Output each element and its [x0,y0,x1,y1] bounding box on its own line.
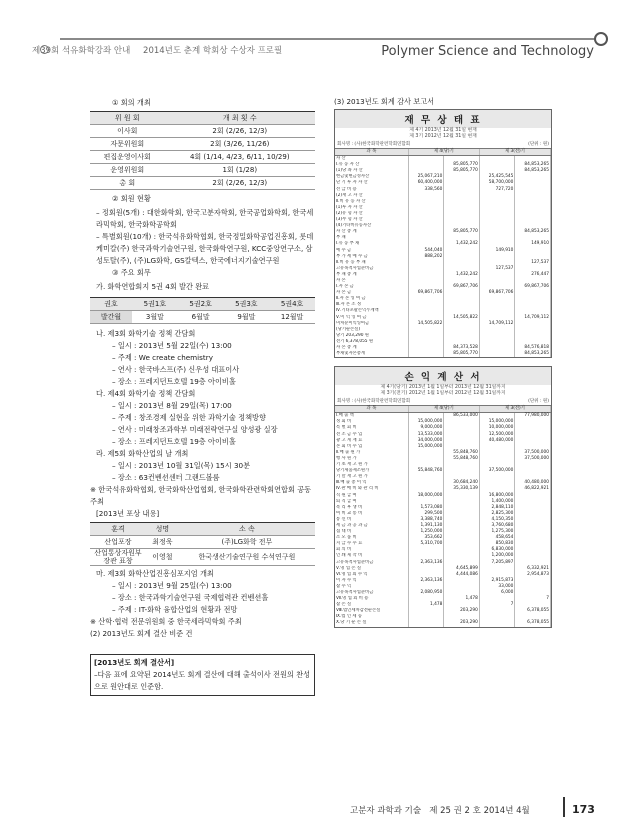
audit-report-heading: (3) 2013년도 회계 감사 보고서 [334,97,435,106]
table-cell: 149,910 [479,248,515,254]
table-cell: 34,000,000 [408,438,444,444]
table-cell: 299,500 [408,511,444,517]
table-cell: 6,830,000 [479,547,515,553]
table-cell: 고유목적사업준비금 [335,560,408,566]
table-cell: 84,853,265 [515,162,551,168]
table-cell: 통 신 비 [335,517,408,523]
list-item: – 장소 : 프레지던트호텔 19층 아이비홀 [112,377,236,386]
table-cell: 338,560 [408,187,444,193]
table-cell: 운영위원회 [90,164,165,177]
table-cell: 당기제품제조원가 [335,468,408,474]
settlement-title: [2013년도 회계 결산서] [94,658,175,667]
table-cell: Ⅱ.자 본 잉 여 금 [335,296,408,302]
bs-th-prior: 제 3(전)기 [479,149,550,156]
table-cell: 37,500,000 [515,456,551,462]
table-cell: 203,290 [444,608,480,614]
table-cell: 14,709,112 [515,315,551,321]
table-cell: 6,000 [479,590,515,596]
list-item: – 주제 : We create chemistry [112,353,213,362]
table-cell: 1,200,000 [479,553,515,559]
table-cell: 353,662 [408,535,444,541]
table-cell: 여 비 교 통 비 [335,511,408,517]
table-cell: 3월말 [132,311,178,324]
table-cell: 1,478 [408,602,444,608]
table-cell: 58,700,000 [479,180,515,186]
footer-divider [563,797,565,817]
table-cell: Ⅲ.자 본 조 정 [335,302,408,308]
table-cell: 40,480,000 [479,438,515,444]
left-column [90,97,315,696]
is-th-current: 제 4(당)기 [408,406,479,413]
table-cell: 1,432,242 [444,241,480,247]
table-cell: 7,205,897 [479,560,515,566]
table-row [335,351,551,357]
table-row [335,156,551,163]
table-cell: 인 쇄 제 작 비 [335,553,408,559]
table-cell: Ⅹ.당 기 순 손 실 [335,620,408,626]
table-cell: 37,500,000 [515,450,551,456]
table-cell: Ⅳ.기타포괄손익누계액 [335,308,408,314]
nav-link-award[interactable]: 2014년도 춘계 학회상 수상자 프로필 [143,46,283,56]
th-count: 개 최 횟 수 [165,112,315,125]
page-header [0,0,622,62]
table-cell: 1,391,130 [408,523,444,529]
is-meta [335,397,551,406]
table-cell: 85,805,770 [444,229,480,235]
table-cell: Ⅰ.유 동 자 산 [335,162,408,168]
table-cell: 85,805,770 [444,168,480,174]
table-cell: 12,500,000 [479,432,515,438]
table-cell: 850,830 [479,541,515,547]
table-row [335,413,551,420]
table-cell: 84,853,265 [515,168,551,174]
table-cell: 12월말 [269,311,315,324]
bs-meta [335,140,551,149]
table-cell: Ⅶ.영 업 외 비 용 [335,596,408,602]
table-cell: 고유목적사업준비금 [335,266,408,272]
table-cell: 69,867,706 [515,284,551,290]
table-cell: 14,505,822 [408,321,444,327]
table-cell: 지 급 수 수 료 [335,541,408,547]
note-joint-host: ※ 한국석유화학협회, 한국화학산업협회, 한국화학관련학회연합회 공동 주최 [90,485,312,506]
list-item: – 일시 : 2013년 8월 29일(목) 17:00 [112,401,232,410]
table-cell: 15,000,000 [479,419,515,425]
table-cell: 미처분이익잉여금 [335,321,408,327]
table-cell: 40,480,000 [515,480,551,486]
table-cell: Ⅰ.자 본 금 [335,284,408,290]
list-item: – 장소 : 한국과학기술연구원 국제협력관 컨벤션홀 [112,593,269,602]
table-cell: 회 의 비 [335,547,408,553]
section-meetings: ① 회의 개최 [112,98,151,107]
bs-table [335,149,551,357]
table-cell: 이 자 수 익 [335,578,408,584]
table-cell: 행 사 원 가 [335,456,408,462]
is-th-prior: 제 3(전)기 [479,406,550,413]
table-cell: 25,067,210 [408,174,444,180]
item-b: 나. 제3회 화학기술 정책 간담회 [96,329,196,338]
table-cell: 2회 (3/26, 11/26) [165,138,315,151]
table-cell: 5권2호 [178,298,224,311]
header-rule [60,38,608,40]
list-item: – 연사 : 미래창조과학부 미래전략연구실 양성광 실장 [112,425,278,434]
table-cell: 자 본 총 계 [335,345,408,351]
award-table [90,522,315,566]
table-cell: 잡 손 실 [335,602,408,608]
table-cell: Ⅱ.비 유 동 부 채 [335,260,408,266]
table-cell: Ⅱ.비 유 동 자 산 [335,199,408,205]
table-cell: 부채및자본총계 [335,351,408,357]
header-circle-right [594,32,608,46]
is-period-2: 제 3기(전기) 2012년 1월 1일부터 2012년 12월 31일까지 [380,391,506,397]
table-cell: 부 채 [335,235,408,241]
bs-title: 재 무 상 태 표 [335,110,551,128]
table-cell: Ⅰ.유 동 부 채 [335,241,408,247]
table-cell: 고유목적사업준비금 [335,590,408,596]
table-cell: 86,533,000 [444,413,480,420]
table-cell: 14,505,822 [444,315,480,321]
table-cell: 2,363,136 [408,560,444,566]
table-cell: 4,444,086 [444,572,480,578]
table-cell: 6월말 [178,311,224,324]
table-cell: 편집운영이사회 [90,151,165,164]
table-cell: 5,310,700 [408,541,444,547]
table-cell: 기 말 재 고 원 가 [335,474,408,480]
table-cell: 1,478 [444,596,480,602]
is-th-account: 과 목 [335,406,408,413]
journal-title: Polymer Science and Technology [381,44,594,59]
settlement-box [90,654,315,696]
table-cell [479,351,515,357]
footer-journal: 고분자 과학과 기술 [350,806,422,816]
table-cell: 예 수 금 [335,248,408,254]
table-cell: 25,425,545 [479,174,515,180]
balance-sheet [334,109,552,358]
table-cell: 14,709,112 [479,321,515,327]
table-cell: 권호 [90,298,132,311]
table-cell: 9,000,000 [408,425,444,431]
item-c: 다. 제4회 화학기술 정책 간담회 [96,389,196,398]
bs-unit: (단위 : 원) [528,142,549,147]
nav-link-course[interactable]: 제39회 석유화학강좌 안내 [32,46,131,56]
table-cell: 6,378,055 [515,608,551,614]
table-cell: 6,378,055 [515,620,551,626]
table-cell: Ⅲ.매 출 총 이 익 [335,480,408,486]
table-cell: 1,275,300 [479,529,515,535]
table-cell: 4,645,899 [444,566,480,572]
table-cell [408,156,444,163]
list-item: – 장소 : 프레지던트호텔 19층 아이비홀 [112,437,236,446]
table-cell: Ⅴ.이 익 잉 여 금 [335,315,408,321]
table-cell: 부 채 총 계 [335,272,408,278]
table-cell: 84,853,265 [515,229,551,235]
table-cell: (당기순손실) [335,327,408,333]
table-cell: 자 본 [335,278,408,284]
table-cell: 203,290 [444,620,480,626]
table-cell: 2회 (2/26, 12/3) [165,177,315,190]
table-cell: 18,000,000 [408,493,444,499]
table-cell: 46,822,921 [515,486,551,492]
is-unit: (단위 : 원) [528,399,549,405]
table-cell: 7 [515,596,551,602]
footer-citation [350,804,530,816]
table-cell: 자문위원회 [90,138,165,151]
table-cell: (2)유 형 자 산 [335,211,408,217]
table-cell: 자 산 [335,156,408,163]
table-cell: 84,373,528 [444,345,480,351]
table-cell: 2,825,300 [479,511,515,517]
table-row [335,620,551,626]
table-cell: 6,332,921 [515,566,551,572]
bs-th-current: 제 4(당)기 [408,149,479,156]
table-cell: 69,867,706 [408,290,444,296]
table-cell: (주)LG화학 전무 [179,536,315,549]
table-cell: 55,848,760 [444,456,480,462]
table-cell: 이영철 [146,549,179,566]
table-cell: 3,760,680 [479,523,515,529]
table-cell: 127,537 [479,266,515,272]
table-cell: 최정욱 [146,536,179,549]
table-cell: 15,000,000 [408,444,444,450]
table-cell: 선 급 비 용 [335,187,408,193]
table-cell: 13,533,000 [408,432,444,438]
table-cell: 퇴 직 급 여 [335,499,408,505]
table-cell: 5권3호 [224,298,270,311]
list-item: – 주제 : 창조경제 실현을 위한 과학기술 정책방향 [112,413,266,422]
special-members: – 특별회원(10개) : 한국석유화학협회, 한국정밀화학공업진흥회, 롯데케미칼(주) 한국과학기술연구원, 한국화학연구원, KCC중앙연구소, 삼성토탈(주), (주)LG화학, GS칼텍스, 한국에너지기술연구원 [96,232,314,265]
table-cell [479,620,515,626]
table-cell: 30,684,240 [444,480,480,486]
table-cell: 접 대 비 [335,529,408,535]
table-cell: 149,910 [515,241,551,247]
income-statement [334,366,552,627]
table-cell: 잡 수 익 [335,584,408,590]
table-cell: 훈격 [90,523,146,536]
is-title: 손 익 계 산 서 [335,367,551,385]
table-cell: 당기 203,290 원 [335,333,408,339]
is-period-1: 제 4기(당기) 2013년 1월 1일부터 2013년 12월 31일까지 [380,385,506,391]
meetings-table [90,111,315,190]
table-cell: 37,500,000 [479,468,515,474]
item-e: 마. 제3회 화학산업진흥심포지엄 개최 [96,569,214,578]
table-cell [479,156,515,163]
table-cell: 9월말 [224,311,270,324]
list-item: – 일시 : 2013년 5월 22일(수) 13:00 [112,341,232,350]
table-cell: (4)기타비유동자산 [335,223,408,229]
table-cell: 2,363,136 [408,578,444,584]
table-cell [408,620,444,626]
table-cell: 16,800,000 [479,493,515,499]
table-cell: 77,980,000 [515,413,551,420]
table-cell: 자 본 금 [335,290,408,296]
table-cell: 15,000,000 [408,419,444,425]
table-cell: 전 조 금 수 입 [335,432,408,438]
list-item: – 연사 : 한국바스프(주) 신우성 대표이사 [112,365,240,374]
item-d: 라. 제5회 화학산업의 날 개최 [96,449,189,458]
right-column [334,97,552,628]
section-members: ② 회원 현황 [112,194,151,203]
is-table [335,406,551,626]
table-cell: 127,537 [515,260,551,266]
table-cell: 5권4호 [269,298,315,311]
list-item: – 일시 : 2013년 10월 31일(목) 15시 30분 [112,461,251,470]
table-cell: 60,400,000 [408,180,444,186]
table-cell: 특 별 회 비 [335,425,408,431]
table-cell: 전기 6,378,055 원 [335,339,408,345]
table-cell: 85,805,770 [444,351,480,357]
table-cell: 한국생산기술연구원 수석연구원 [179,549,315,566]
list-item: – 주제 : IT-화학 융합산업의 현황과 전망 [112,605,238,614]
table-cell: 276,447 [515,272,551,278]
th-committee: 위 원 회 [90,112,165,125]
table-cell: 본 회 비 수 입 [335,444,408,450]
list-item: – 장소 : 63컨벤션센터 그랜드볼룸 [112,473,220,482]
table-cell: 성명 [146,523,179,536]
list-item: – 일시 : 2013년 9월 25일(수) 13:00 [112,581,232,590]
section-affairs: ③ 주요 회무 [112,268,151,277]
issues-table [90,297,315,324]
table-cell: 2회 (2/26, 12/3) [165,125,315,138]
table-cell: 84,576,818 [515,345,551,351]
table-cell: 55,848,760 [444,450,480,456]
table-cell: 888,202 [408,254,444,260]
table-cell: 1,432,242 [444,272,480,278]
table-cell: 복 리 후 생 비 [335,505,408,511]
table-cell: 직 원 급 여 [335,493,408,499]
table-cell: 85,805,770 [444,162,480,168]
section-settlement: (2) 2013년도 회계 결산 비준 건 [90,629,193,638]
table-cell: Ⅴ.영 업 손 실 [335,566,408,572]
table-cell: Ⅷ.법인세차감전순손실 [335,608,408,614]
table-cell: 4,150,350 [479,517,515,523]
table-cell: 세 금 과 공 과 금 [335,523,408,529]
table-cell: 산업포장 [90,536,146,549]
table-cell: 광 고 게 재 료 [335,438,408,444]
table-cell: 단 기 투 자 자 산 [335,180,408,186]
table-cell: Ⅳ.판 매 비 와 관 리 비 [335,486,408,492]
table-cell: 33,000 [479,584,515,590]
table-cell: 소 속 [179,523,315,536]
settlement-text: –다음 표에 요약된 2014년도 회계 결산에 대해 출석이사 전원의 찬성으로 원안대로 인준함. [94,670,311,691]
table-cell [408,351,444,357]
table-cell: 소 모 품 비 [335,535,408,541]
table-cell: 7 [479,602,515,608]
table-cell: 544,040 [408,248,444,254]
table-cell: 발간월 [90,311,132,324]
table-cell: 총 회 [90,177,165,190]
table-cell: 55,848,760 [408,468,444,474]
table-cell: (1)당 좌 자 산 [335,168,408,174]
table-cell: (1)투 자 자 산 [335,205,408,211]
bs-th-account: 과 목 [335,149,408,156]
bs-period-1: 제 4기 2013년 12월 31일 현재 [409,128,477,133]
page-number: 173 [572,803,595,816]
regular-members: – 정회원(5개) : 대한화학회, 한국고분자학회, 한국공업화학회, 한국세라믹학회, 한국화학공학회 [96,208,314,229]
table-cell: (3)무 형 자 산 [335,217,408,223]
table-cell: Ⅰ.매 출 액 [335,413,408,420]
table-cell: 산업통상자원부 장관 표창 [90,549,146,566]
table-cell: 이사회 [90,125,165,138]
table-cell: 2,848,110 [479,505,515,511]
table-cell: 1,400,000 [479,499,515,505]
table-cell: 부 가 세 예 수 금 [335,254,408,260]
table-cell: 정 회 비 [335,419,408,425]
note-ceramic: ※ 산학·협력 전문위원회 중 한국세라믹학회 주최 [90,617,242,626]
table-cell: 2,080,950 [408,590,444,596]
is-org: 회사명 : (사)한국화학관련학회연합회 [337,399,411,405]
table-cell: Ⅱ.매 출 원 가 [335,450,408,456]
table-cell: 35,330,139 [444,486,480,492]
bs-org: 회사명 : (사)한국화학관련학회연합회 [337,142,411,147]
table-cell: 기 초 재 고 원 가 [335,462,408,468]
table-cell: 1,573,080 [408,505,444,511]
table-cell: Ⅵ.영 업 외 수 익 [335,572,408,578]
table-cell: (2)재 고 자 산 [335,193,408,199]
table-cell: Ⅸ.법 인 세 등 [335,614,408,620]
table-cell: 2,915,873 [479,578,515,584]
table-cell: 69,867,706 [479,290,515,296]
table-cell: 84,853,265 [515,351,551,357]
table-cell: 69,867,706 [444,284,480,290]
header-nav [32,44,292,56]
table-cell: 2,954,873 [515,572,551,578]
table-cell: 4회 (1/14, 4/23, 6/11, 10/29) [165,151,315,164]
award-heading: [2013년 포상 내용] [96,509,160,518]
table-cell: 1회 (1/28) [165,164,315,177]
table-cell: 자 산 총 계 [335,229,408,235]
item-a: 가. 화학연합회지 5권 4회 발간 완료 [96,282,210,291]
table-cell: 3,388,740 [408,517,444,523]
table-cell: 727,720 [479,187,515,193]
table-cell: 현금및현금성자산 [335,174,408,180]
table-cell: 5권1호 [132,298,178,311]
footer-issue: 제 25 권 2 호 2014년 4월 [429,806,530,816]
table-cell: 458,654 [479,535,515,541]
table-cell: 1,250,000 [408,529,444,535]
bs-period-2: 제 3기 2012년 12월 31일 현재 [409,134,477,139]
table-cell: 10,000,000 [479,425,515,431]
